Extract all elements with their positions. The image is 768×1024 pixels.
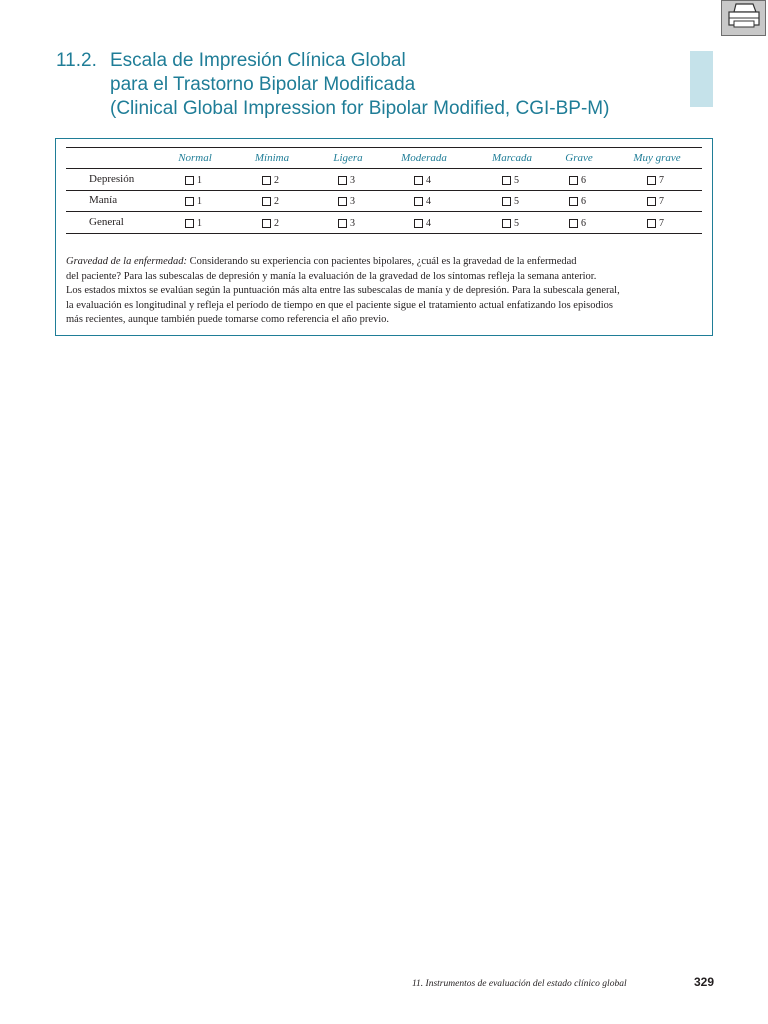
mania-option-6[interactable]: 6	[569, 196, 586, 207]
checkbox[interactable]	[338, 219, 347, 228]
checkbox[interactable]	[338, 176, 347, 185]
mania-option-1[interactable]: 1	[185, 196, 202, 207]
checkbox[interactable]	[569, 197, 578, 206]
checkbox[interactable]	[647, 176, 656, 185]
checkbox[interactable]	[502, 197, 511, 206]
note-line-4: la evaluación es longitudinal y refleja el período de tiempo en que el paciente sigue el tratamiento actual enfatizando los episodios	[66, 299, 613, 311]
header-rule	[66, 168, 702, 169]
column-header-grave: Grave	[565, 152, 593, 164]
row-label-general: General	[89, 216, 124, 228]
section-number: 11.2.	[56, 50, 97, 71]
checkbox[interactable]	[262, 176, 271, 185]
column-header-ligera: Ligera	[333, 152, 363, 164]
checkbox[interactable]	[569, 219, 578, 228]
instructions-note	[66, 255, 706, 328]
depresion-option-3[interactable]: 3	[338, 175, 355, 186]
chapter-running-title: 11. Instrumentos de evaluación del estado clínico global	[412, 979, 627, 989]
table-top-rule	[66, 147, 702, 148]
section-title-line-1: Escala de Impresión Clínica Global	[110, 50, 406, 71]
column-header-marcada: Marcada	[492, 152, 532, 164]
table-bottom-rule	[66, 233, 702, 234]
mania-option-2[interactable]: 2	[262, 196, 279, 207]
general-option-1[interactable]: 1	[185, 218, 202, 229]
row-label-depresion: Depresión	[89, 173, 135, 185]
depresion-option-4[interactable]: 4	[414, 175, 431, 186]
checkbox[interactable]	[569, 176, 578, 185]
checkbox[interactable]	[185, 219, 194, 228]
section-title-line-2: para el Trastorno Bipolar Modificada	[110, 74, 416, 95]
checkbox[interactable]	[262, 197, 271, 206]
printer-icon	[726, 2, 762, 35]
row-rule	[66, 211, 702, 212]
checkbox[interactable]	[414, 176, 423, 185]
checkbox[interactable]	[502, 176, 511, 185]
depresion-option-2[interactable]: 2	[262, 175, 279, 186]
checkbox[interactable]	[414, 219, 423, 228]
row-rule	[66, 190, 702, 191]
note-line-3: Los estados mixtos se evalúan según la puntuación más alta entre las subescalas de manía y de depresión. Para la subescala general,	[66, 285, 620, 296]
column-header-moderada: Moderada	[401, 152, 447, 164]
page-number: 329	[693, 975, 714, 989]
mania-option-4[interactable]: 4	[414, 196, 431, 207]
chapter-tab	[690, 51, 713, 107]
scale-form	[55, 138, 713, 336]
general-option-2[interactable]: 2	[262, 218, 279, 229]
note-line-2: del paciente? Para las subescalas de depresión y manía la evaluación de la gravedad de los síntomas refleja la semana anterior.	[66, 270, 597, 282]
checkbox[interactable]	[338, 197, 347, 206]
checkbox[interactable]	[647, 219, 656, 228]
depresion-option-6[interactable]: 6	[569, 175, 586, 186]
mania-option-3[interactable]: 3	[338, 196, 355, 207]
section-title-line-3: (Clinical Global Impression for Bipolar Modified, CGI-BP-M)	[110, 98, 610, 119]
depresion-option-5[interactable]: 5	[502, 175, 519, 186]
checkbox[interactable]	[185, 176, 194, 185]
row-label-mania: Manía	[89, 194, 118, 206]
mania-option-7[interactable]: 7	[647, 196, 664, 207]
checkbox[interactable]	[262, 219, 271, 228]
column-header-muy-grave: Muy grave	[633, 152, 681, 164]
general-option-7[interactable]: 7	[647, 218, 664, 229]
general-option-4[interactable]: 4	[414, 218, 431, 229]
general-option-5[interactable]: 5	[502, 218, 519, 229]
depresion-option-7[interactable]: 7	[647, 175, 664, 186]
note-line-1: Considerando su experiencia con pacientes bipolares, ¿cuál es la gravedad de la enfermedad	[187, 256, 577, 267]
column-header-minima: Mínima	[254, 152, 290, 164]
checkbox[interactable]	[647, 197, 656, 206]
depresion-option-1[interactable]: 1	[185, 175, 202, 186]
checkbox[interactable]	[185, 197, 194, 206]
checkbox[interactable]	[414, 197, 423, 206]
page-footer	[412, 975, 714, 989]
mania-option-5[interactable]: 5	[502, 196, 519, 207]
general-option-6[interactable]: 6	[569, 218, 586, 229]
checkbox[interactable]	[502, 219, 511, 228]
print-button[interactable]	[721, 0, 766, 36]
general-option-3[interactable]: 3	[338, 218, 355, 229]
note-lead: Gravedad de la enfermedad:	[66, 256, 188, 267]
column-header-normal: Normal	[178, 152, 212, 164]
note-line-5: más recientes, aunque también puede tomarse como referencia el año previo.	[66, 314, 390, 325]
